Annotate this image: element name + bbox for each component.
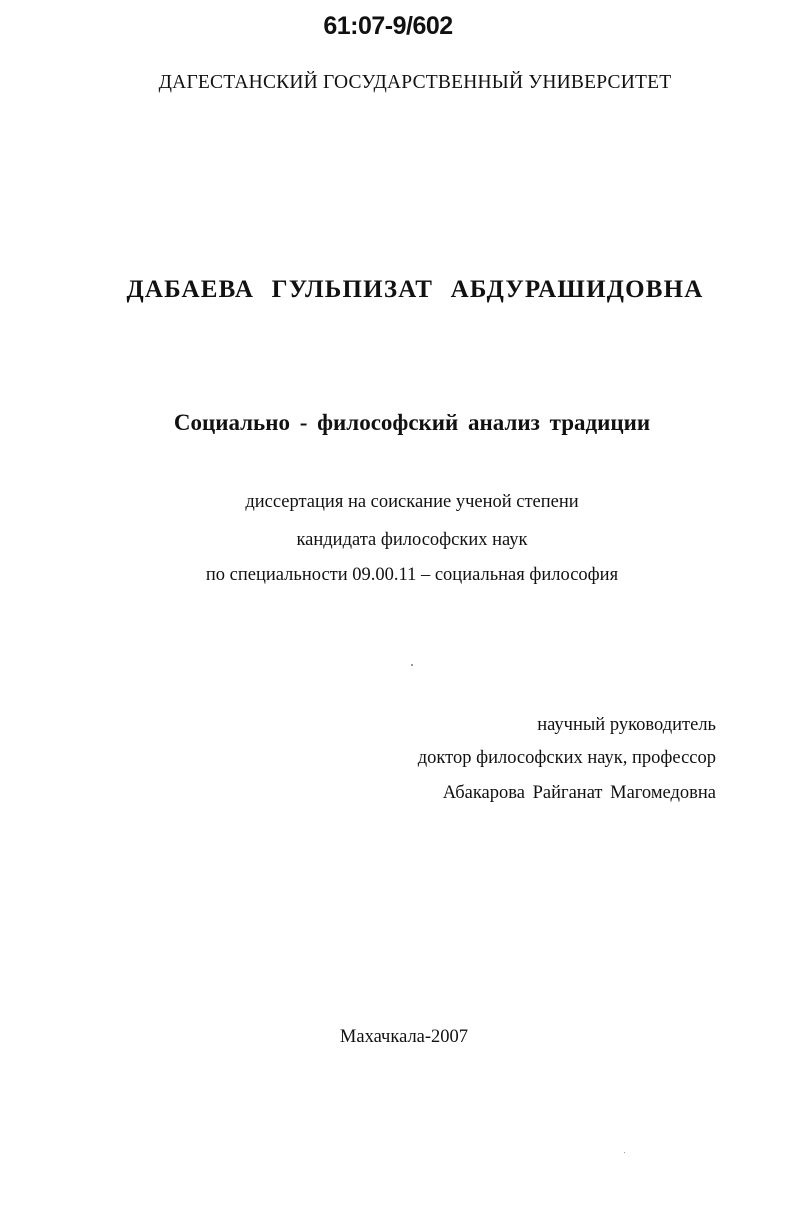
degree-line-3: по специальности 09.00.11 – социальная философия [205, 565, 619, 585]
author-name: ДАБАЕВА ГУЛЬПИЗАТ АБДУРАШИДОВНА [126, 276, 704, 303]
supervisor-role: научный руководитель [537, 715, 716, 735]
supervisor-name: Абакарова Райганат Магомедовна [442, 783, 716, 803]
scan-speck [411, 664, 413, 666]
degree-line-1: диссертация на соискание ученой степени [245, 492, 579, 512]
scan-speck [624, 1152, 625, 1153]
university-name: ДАГЕСТАНСКИЙ ГОСУДАРСТВЕННЫЙ УНИВЕРСИТЕТ [158, 72, 672, 93]
supervisor-degree: доктор философских наук, профессор [417, 748, 716, 768]
catalog-code: 61:07-9/602 [323, 12, 453, 40]
dissertation-title: Социально - философский анализ традиции [173, 410, 651, 435]
degree-line-2: кандидата философских наук [296, 530, 528, 550]
place-year: Махачкала-2007 [339, 1027, 469, 1047]
